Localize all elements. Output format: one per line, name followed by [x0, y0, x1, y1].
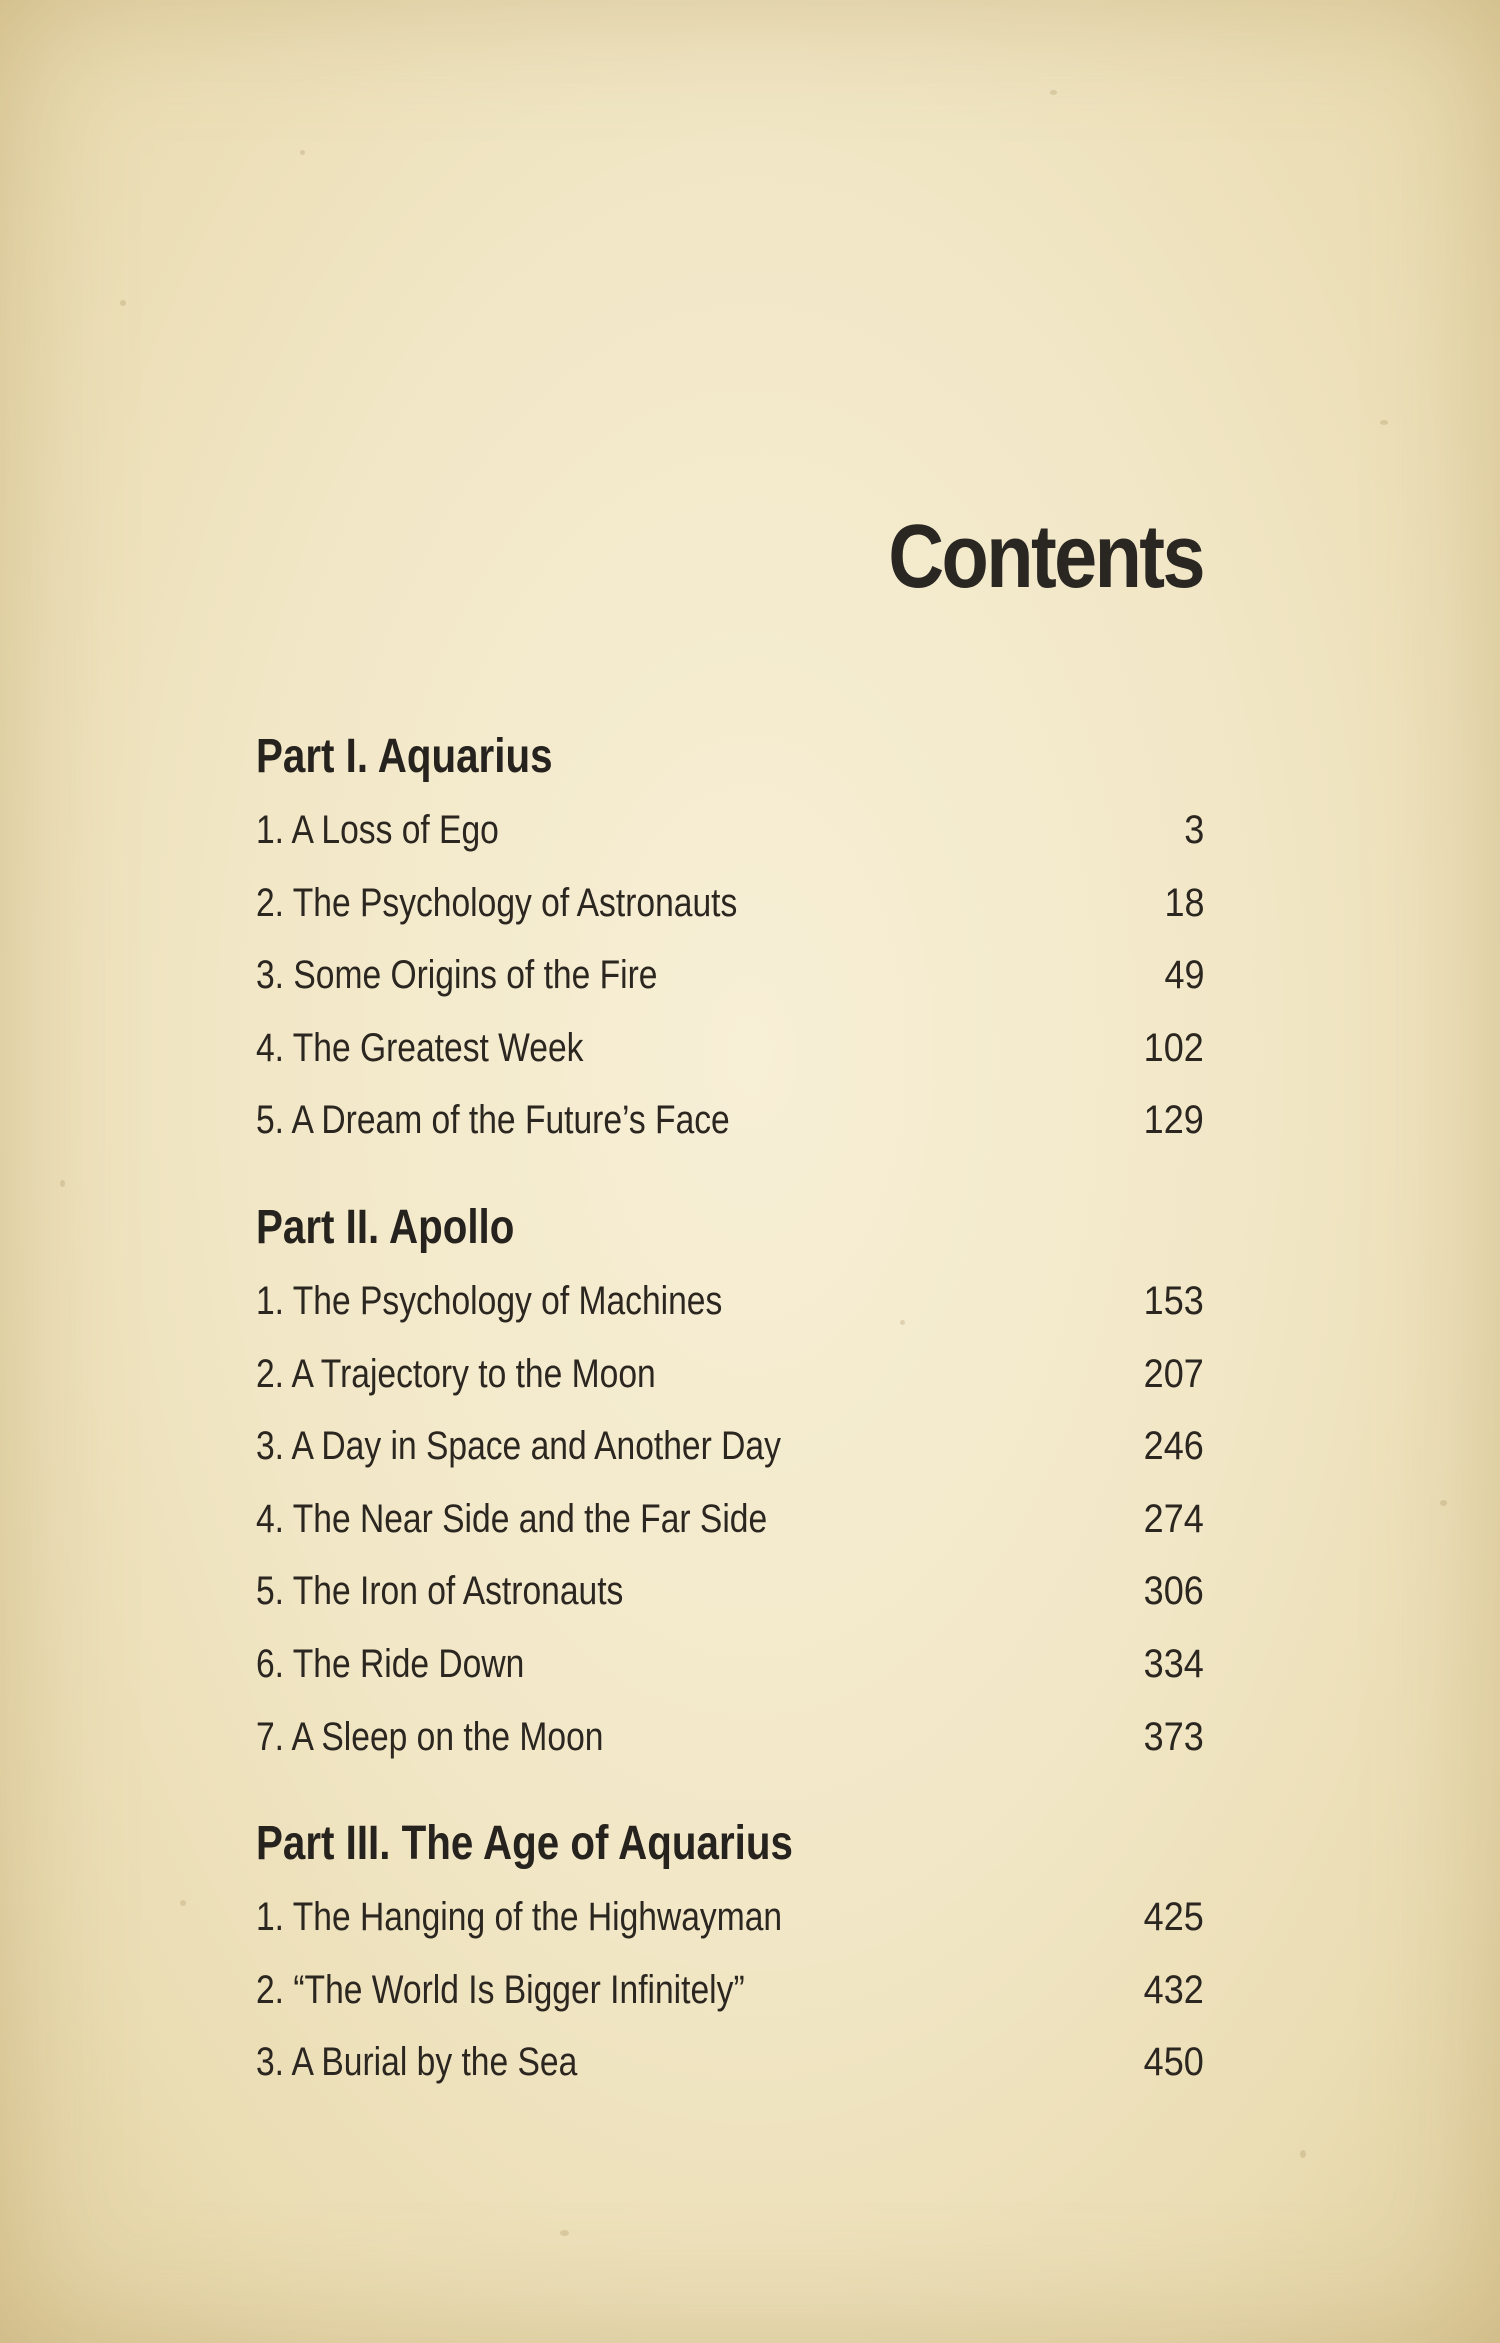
paper-speck [560, 2230, 569, 2236]
part-2 [256, 1191, 1204, 1773]
page-number: 153 [1143, 1278, 1204, 1323]
chapter-title: 3. A Burial by the Sea [256, 2040, 578, 2085]
toc-entry[interactable] [256, 1555, 1204, 1628]
part-1 [256, 720, 1204, 1157]
page-number: 3 [1183, 808, 1204, 852]
paper-speck [1300, 2150, 1306, 2158]
page-number: 306 [1143, 1569, 1204, 1614]
page-number: 274 [1143, 1496, 1204, 1541]
page-number: 334 [1143, 1641, 1204, 1686]
chapter-title: 2. “The World Is Bigger Infinitely” [256, 1967, 745, 2012]
toc-entry[interactable] [256, 1628, 1204, 1701]
page-number: 18 [1163, 880, 1204, 925]
part-heading: Part I. Aquarius [256, 730, 553, 783]
paper-speck [60, 1180, 65, 1187]
toc-entry[interactable] [256, 1084, 1204, 1157]
page-number: 450 [1143, 2040, 1204, 2085]
page-number: 425 [1143, 1895, 1204, 1940]
paper-speck [300, 150, 305, 155]
chapter-title: 4. The Near Side and the Far Side [256, 1496, 768, 1541]
toc-entry[interactable] [256, 1265, 1204, 1338]
page-number: 129 [1143, 1098, 1204, 1143]
toc-entry[interactable] [256, 1012, 1204, 1085]
part-heading: Part II. Apollo [256, 1200, 515, 1254]
page-number: 49 [1163, 953, 1204, 998]
part-heading: Part III. The Age of Aquarius [256, 1817, 793, 1871]
part-3 [256, 1807, 1204, 2099]
toc-entry[interactable] [256, 1954, 1204, 2027]
toc-entry[interactable] [256, 1483, 1204, 1556]
toc-entry[interactable] [256, 1410, 1204, 1483]
page-number: 102 [1143, 1025, 1204, 1070]
chapter-title: 3. A Day in Space and Another Day [256, 1424, 781, 1469]
chapter-title: 5. A Dream of the Future’s Face [256, 1098, 730, 1143]
chapter-title: 4. The Greatest Week [256, 1025, 584, 1070]
page-number: 207 [1143, 1351, 1204, 1396]
page-title: Contents [888, 507, 1203, 607]
paper-speck [120, 300, 126, 306]
chapter-title: 3. Some Origins of the Fire [256, 953, 658, 998]
page-number: 373 [1143, 1714, 1204, 1759]
chapter-title: 7. A Sleep on the Moon [256, 1714, 604, 1759]
chapter-title: 1. A Loss of Ego [256, 808, 499, 852]
paper-speck [1380, 420, 1388, 425]
chapter-title: 5. The Iron of Astronauts [256, 1569, 624, 1614]
page-number: 246 [1143, 1424, 1204, 1469]
toc-entry[interactable] [256, 1701, 1204, 1774]
toc-entry[interactable] [256, 1338, 1204, 1411]
chapter-title: 6. The Ride Down [256, 1641, 525, 1686]
chapter-title: 1. The Hanging of the Highwayman [256, 1895, 783, 1940]
chapter-title: 2. The Psychology of Astronauts [256, 880, 738, 925]
paper-speck [180, 1900, 186, 1906]
chapter-title: 2. A Trajectory to the Moon [256, 1351, 656, 1396]
chapter-title: 1. The Psychology of Machines [256, 1278, 723, 1323]
toc-entry[interactable] [256, 867, 1204, 940]
toc-entry[interactable] [256, 794, 1204, 867]
toc-entry[interactable] [256, 2026, 1204, 2099]
paper-speck [1440, 1500, 1447, 1506]
toc-entry[interactable] [256, 1881, 1204, 1954]
page-number: 432 [1143, 1967, 1204, 2012]
toc-entry[interactable] [256, 939, 1204, 1012]
paper-speck [1050, 90, 1057, 95]
table-of-contents [256, 720, 1204, 2133]
